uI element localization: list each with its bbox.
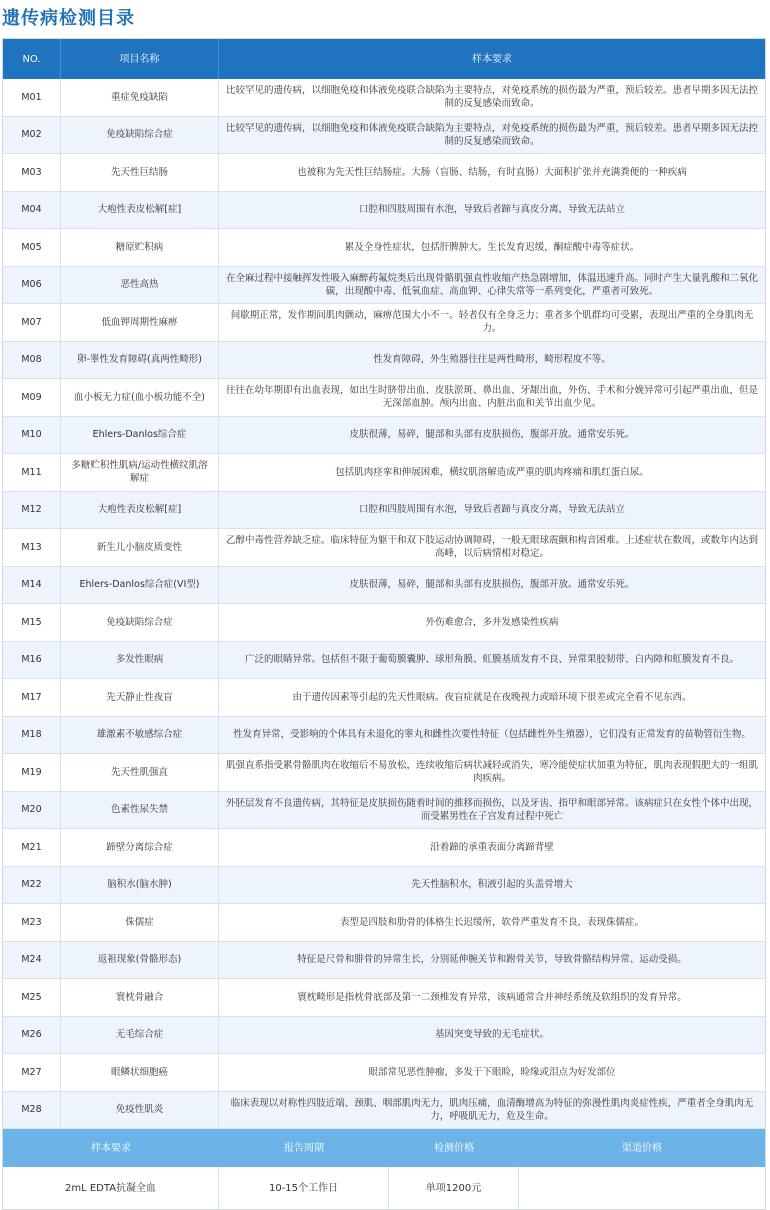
table-body bbox=[3, 79, 765, 1129]
row-no: M21 bbox=[3, 829, 61, 866]
row-no: M06 bbox=[3, 267, 61, 304]
row-no: M05 bbox=[3, 229, 61, 266]
table-row bbox=[3, 1092, 765, 1130]
row-no: M14 bbox=[3, 567, 61, 604]
footer-cycle: 10-15个工作日 bbox=[219, 1167, 389, 1209]
row-desc: 乙醇中毒性营养缺乏症。临床特征为躯干和双下肢运动协调障碍，一般无眼球震颤和构音困难。上述症状在数周，或数年内达到高峰，以后病情相对稳定。 bbox=[225, 535, 758, 560]
row-no: M08 bbox=[3, 342, 61, 379]
row-name: 免疫缺陷综合症 bbox=[61, 604, 219, 641]
footer-sample: 2mL EDTA抗凝全血 bbox=[3, 1167, 219, 1209]
header-requirement: 样本要求 bbox=[472, 53, 512, 65]
row-no: M17 bbox=[3, 679, 61, 716]
row-name: 脑积水(脑水肿) bbox=[61, 867, 219, 904]
table-row bbox=[3, 454, 765, 492]
row-desc: 口腔和四肢周围有水泡，导致后者蹄与真皮分离，导致无法站立 bbox=[358, 504, 625, 516]
row-name: 雄激素不敏感综合症 bbox=[61, 717, 219, 754]
table-row bbox=[3, 904, 765, 942]
row-no: M01 bbox=[3, 79, 61, 116]
table-row bbox=[3, 192, 765, 230]
row-name: 糖原贮积病 bbox=[61, 229, 219, 266]
row-no: M26 bbox=[3, 1017, 61, 1054]
row-desc: 临床表现以对称性四肢近端、颈肌、咽部肌肉无力，肌肉压痛，血清酶增高为特征的弥漫性肌肉炎症性疾，严重者全身肌肉无力，呼吸肌无力，危及生命。 bbox=[230, 1097, 754, 1122]
table-row bbox=[3, 717, 765, 755]
row-desc: 广泛的眼睛异常。包括但不限于葡萄膜囊肿、球形角膜、虹膜基质发育不良、异常果胶韧带、白内障和虹膜发育不良。 bbox=[244, 654, 739, 666]
row-name: 血小板无力症(血小板功能不全) bbox=[61, 379, 219, 416]
row-desc: 间歇期正常，发作期间肌肉颤动，麻痹范围大小不一。轻者仅有全身乏力；重者多个肌群均可受累，表现出严重的全身肌肉无力。 bbox=[230, 310, 754, 335]
table-row bbox=[3, 492, 765, 530]
table-row bbox=[3, 604, 765, 642]
table-row bbox=[3, 942, 765, 980]
table-row bbox=[3, 342, 765, 380]
table-row bbox=[3, 529, 765, 567]
row-name: Ehlers-Danlos综合症(VI型) bbox=[61, 567, 219, 604]
table-row bbox=[3, 117, 765, 155]
row-desc: 包括肌肉痉挛和伸展困难，横纹肌溶解造成严重的肌肉疼痛和肌红蛋白尿。 bbox=[335, 466, 649, 478]
table-row bbox=[3, 567, 765, 605]
row-desc: 比较罕见的遗传病，以细胞免疫和体液免疫联合缺陷为主要特点，对免疫系统的损伤最为严重，预后较差。患者早期多因无法控制的反复感染而致命。 bbox=[225, 85, 758, 110]
row-name: 卵-睾性发育障碍(真两性畸形) bbox=[61, 342, 219, 379]
row-name: 眼鳞状细胞癌 bbox=[61, 1054, 219, 1091]
row-name: Ehlers-Danlos综合症 bbox=[61, 417, 219, 454]
footer-header-cycle: 报告周期 bbox=[284, 1142, 324, 1154]
footer-channel-price bbox=[519, 1167, 765, 1209]
table-row bbox=[3, 1054, 765, 1092]
row-desc: 外胚层发育不良遗传病，其特征是皮肤损伤随着时间的推移而损伤，以及牙齿、指甲和眼部异常。该病症只在女性个体中出现，而受累男性在子宫发育过程中死亡 bbox=[225, 797, 758, 822]
table-row bbox=[3, 267, 765, 305]
row-desc: 也被称为先天性巨结肠症。大肠（盲肠、结肠，有时直肠）大面积扩张并充满粪便的一种疾病 bbox=[297, 166, 687, 178]
row-no: M25 bbox=[3, 979, 61, 1016]
row-name: 多发性眼病 bbox=[61, 642, 219, 679]
row-name: 新生儿小脑皮质变性 bbox=[61, 529, 219, 566]
footer-header-channel-price: 渠道价格 bbox=[622, 1142, 662, 1154]
table-row bbox=[3, 229, 765, 267]
row-desc: 皮肤很薄，易碎，腿部和头部有皮肤损伤，腹部开放。通常安乐死。 bbox=[349, 579, 635, 591]
row-desc: 肌强直系指受累骨骼肌肉在收缩后不易放松，连续收缩后病状减轻或消失，寒冷能使症状加重为特征，肌肉表现假肥大的一组肌肉疾病。 bbox=[225, 760, 758, 785]
row-desc: 比较罕见的遗传病，以细胞免疫和体液免疫联合缺陷为主要特点，对免疫系统的损伤最为严重，预后较差。患者早期多因无法控制的反复感染而致命。 bbox=[225, 122, 758, 147]
table-row bbox=[3, 979, 765, 1017]
row-no: M22 bbox=[3, 867, 61, 904]
row-no: M04 bbox=[3, 192, 61, 229]
row-desc: 口腔和四肢周围有水泡，导致后者蹄与真皮分离，导致无法站立 bbox=[358, 204, 625, 216]
table-row bbox=[3, 379, 765, 417]
row-desc: 寰枕畸形是指枕骨底部及第一二颈椎发育异常，该病通常合并神经系统及软组织的发育异常。 bbox=[297, 991, 687, 1003]
row-no: M27 bbox=[3, 1054, 61, 1091]
row-desc: 性发育异常，受影响的个体具有未退化的睾丸和雌性次要性特征（包括雌性外生殖器），它们没有正常发育的苗勒管衍生物。 bbox=[233, 729, 751, 741]
row-desc: 在全麻过程中接触挥发性吸入麻醉药氟烷类后出现骨骼肌强直性收缩产热急剧增加，体温迅速升高。同时产生大量乳酸和二氧化碳，出现酸中毒、低氧血症、高血钾、心律失常等一系列变化，严重者可致死。 bbox=[225, 272, 758, 297]
row-no: M28 bbox=[3, 1092, 61, 1129]
table-row bbox=[3, 1017, 765, 1055]
row-name: 大疱性表皮松解[症] bbox=[61, 192, 219, 229]
row-desc: 累及全身性症状，包括肝脾肿大。生长发育迟缓，酮症酸中毒等症状。 bbox=[344, 241, 640, 253]
table-row bbox=[3, 754, 765, 792]
row-name: 先天静止性夜盲 bbox=[61, 679, 219, 716]
row-name: 免疫性肌炎 bbox=[61, 1092, 219, 1129]
row-name: 低血钾周期性麻痹 bbox=[61, 304, 219, 341]
footer-header-sample: 样本要求 bbox=[91, 1142, 131, 1154]
footer-header-price: 检测价格 bbox=[434, 1142, 474, 1154]
row-desc: 先天性脑积水，积液引起的头盖骨增大 bbox=[411, 879, 573, 891]
row-desc: 基因突变导致的无毛症状。 bbox=[434, 1029, 549, 1041]
row-no: M09 bbox=[3, 379, 61, 416]
row-no: M18 bbox=[3, 717, 61, 754]
row-no: M12 bbox=[3, 492, 61, 529]
row-no: M11 bbox=[3, 454, 61, 491]
row-name: 先天性巨结肠 bbox=[61, 154, 219, 191]
row-desc: 沿着蹄的承重表面分离蹄背壁 bbox=[430, 841, 554, 853]
row-no: M24 bbox=[3, 942, 61, 979]
table-row bbox=[3, 304, 765, 342]
row-name: 返祖现象(骨骼形态) bbox=[61, 942, 219, 979]
page-title: 遗传病检测目录 bbox=[2, 8, 135, 29]
row-no: M23 bbox=[3, 904, 61, 941]
table-row bbox=[3, 867, 765, 905]
row-name: 大疱性表皮松解[症] bbox=[61, 492, 219, 529]
header-no: NO. bbox=[3, 39, 61, 79]
table-row bbox=[3, 154, 765, 192]
disease-table bbox=[2, 38, 766, 1210]
table-row bbox=[3, 829, 765, 867]
row-name: 先天性肌强直 bbox=[61, 754, 219, 791]
row-no: M07 bbox=[3, 304, 61, 341]
row-name: 蹄壁分离综合症 bbox=[61, 829, 219, 866]
row-no: M16 bbox=[3, 642, 61, 679]
row-desc: 表型是四肢和肋骨的体格生长迟缓所，软骨严重发育不良，表现侏儒症。 bbox=[339, 916, 644, 928]
row-name: 侏儒症 bbox=[61, 904, 219, 941]
row-no: M15 bbox=[3, 604, 61, 641]
row-no: M02 bbox=[3, 117, 61, 154]
footer-row bbox=[3, 1167, 765, 1209]
table-row bbox=[3, 417, 765, 455]
row-no: M19 bbox=[3, 754, 61, 791]
row-no: M10 bbox=[3, 417, 61, 454]
row-name: 无毛综合症 bbox=[61, 1017, 219, 1054]
footer-header bbox=[3, 1129, 765, 1167]
row-desc: 皮肤很薄，易碎，腿部和头部有皮肤损伤，腹部开放。通常安乐死。 bbox=[349, 429, 635, 441]
table-row bbox=[3, 642, 765, 680]
table-row bbox=[3, 792, 765, 830]
row-no: M03 bbox=[3, 154, 61, 191]
row-desc: 特征是尺骨和腓骨的异常生长，分别延伸腕关节和跗骨关节，导致骨骼结构异常、运动受损。 bbox=[297, 954, 687, 966]
table-header bbox=[3, 39, 765, 79]
row-name: 寰枕骨融合 bbox=[61, 979, 219, 1016]
row-desc: 往往在幼年期即有出血表现，如出生时脐带出血、皮肤淤斑、鼻出血、牙龈出血，外伤、手术和分娩异常可引起严重出血，但是无深部血肿。颅内出血、内脏出血和关节出血少见。 bbox=[225, 385, 758, 410]
row-desc: 由于遗传因素等引起的先天性眼病。夜盲症就是在夜晚视力或暗环境下很差或完全看不见东西。 bbox=[292, 691, 692, 703]
row-name: 色素性尿失禁 bbox=[61, 792, 219, 829]
table-row bbox=[3, 79, 765, 117]
header-name: 项目名称 bbox=[61, 39, 219, 79]
row-no: M13 bbox=[3, 529, 61, 566]
row-name: 多糖贮积性肌病/运动性横纹肌溶解症 bbox=[61, 454, 219, 491]
row-desc: 外伤难愈合，多并发感染性疾病 bbox=[425, 616, 559, 628]
row-name: 重症免疫缺陷 bbox=[61, 79, 219, 116]
row-name: 恶性高热 bbox=[61, 267, 219, 304]
table-row bbox=[3, 679, 765, 717]
row-desc: 性发育障碍，外生殖器往往是两性畸形，畸形程度不等。 bbox=[373, 354, 611, 366]
footer-price: 单项1200元 bbox=[389, 1167, 519, 1209]
row-name: 免疫缺陷综合症 bbox=[61, 117, 219, 154]
row-desc: 眼部常见恶性肿瘤，多发于下眼睑，睑缘或泪点为好发部位 bbox=[368, 1066, 616, 1078]
row-no: M20 bbox=[3, 792, 61, 829]
